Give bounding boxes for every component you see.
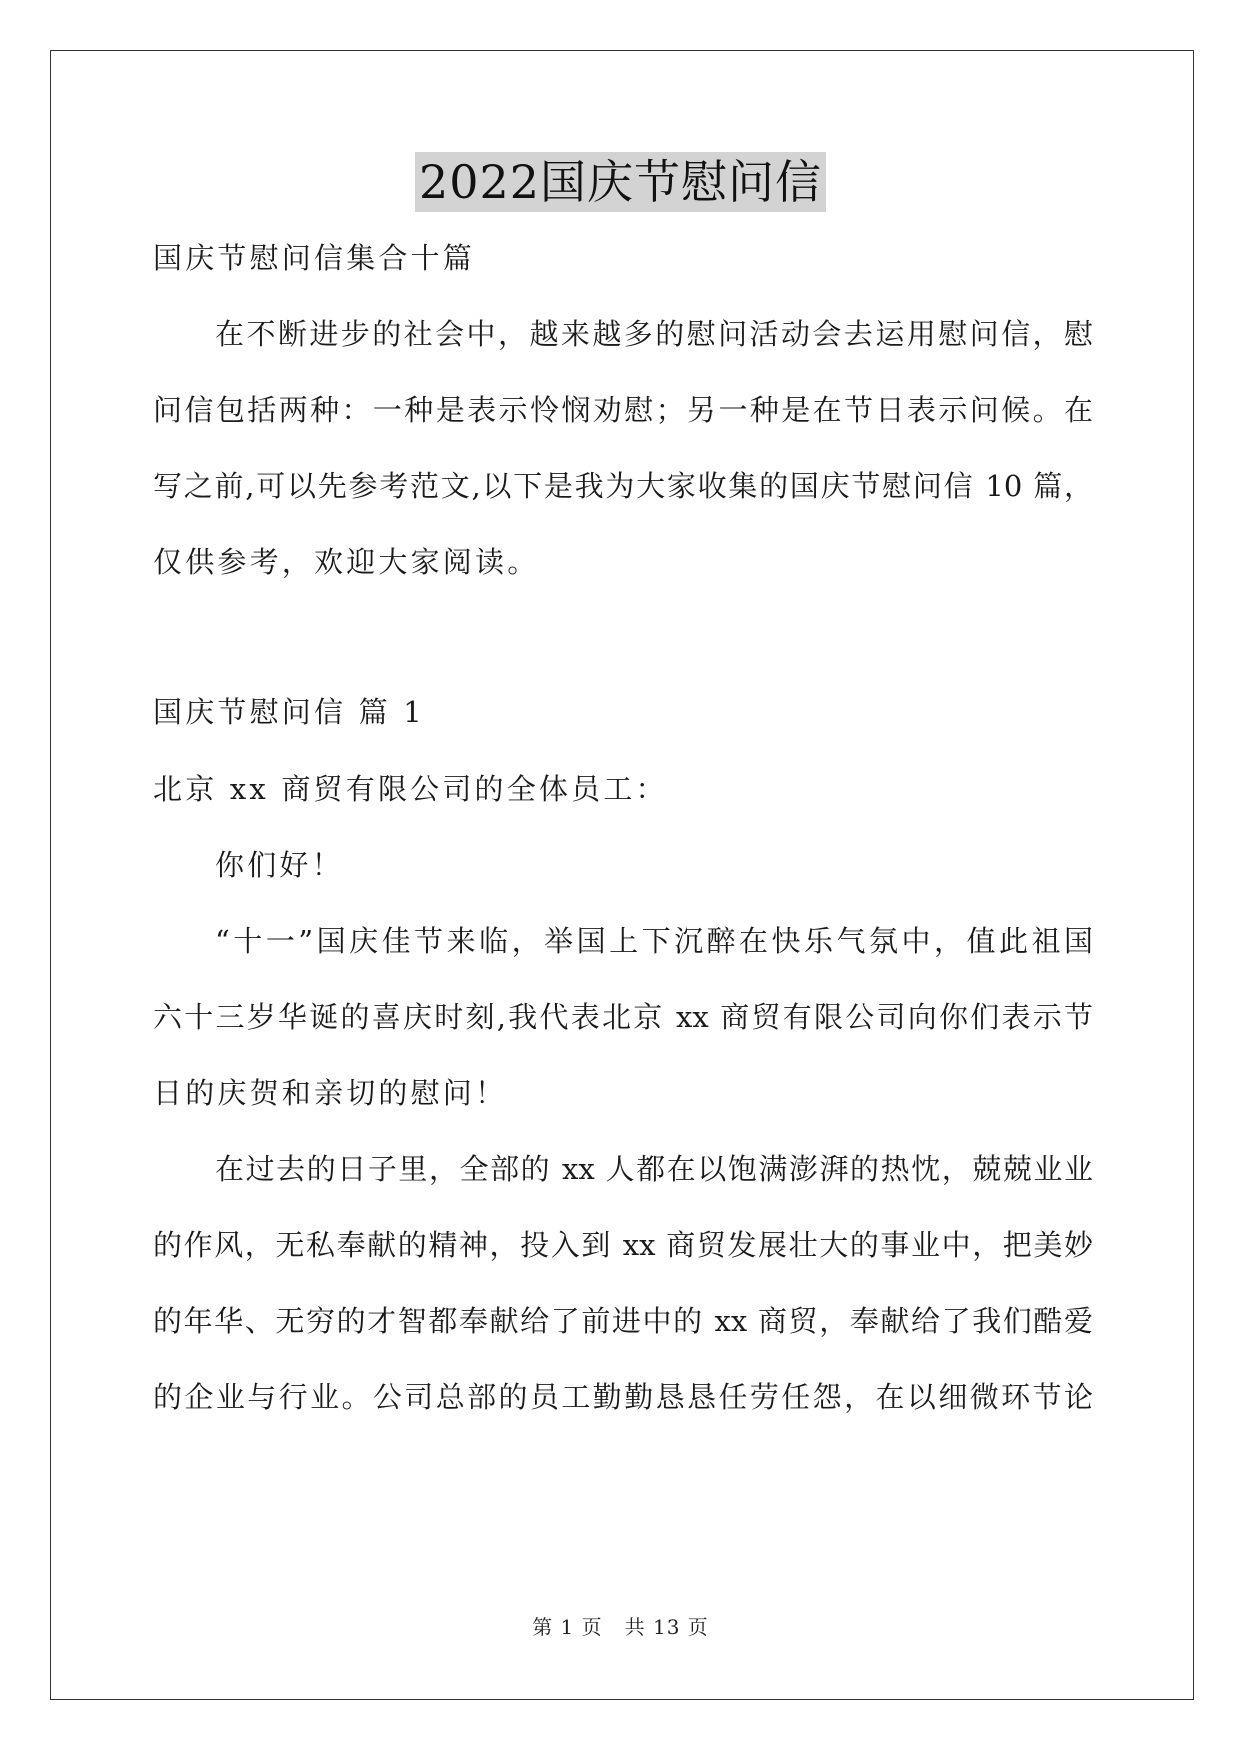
page-number: 第 1 页 bbox=[532, 1615, 603, 1639]
paragraph1-line-2: 六十三岁华诞的喜庆时刻,我代表北京 xx 商贸有限公司向你们表示节 bbox=[153, 1000, 1093, 1034]
page-total: 共 13 页 bbox=[624, 1615, 709, 1639]
paragraph1-line-3: 日的庆贺和亲切的慰问！ bbox=[153, 1076, 508, 1110]
intro-line-1: 在不断进步的社会中，越来越多的慰问活动会去运用慰问信，慰 bbox=[215, 317, 1093, 351]
intro-line-4: 仅供参考，欢迎大家阅读。 bbox=[153, 545, 540, 579]
document-subtitle: 国庆节慰问信集合十篇 bbox=[153, 241, 476, 275]
page-footer bbox=[0, 1614, 1241, 1640]
paragraph2-line-4: 的企业与行业。公司总部的员工勤勤恳恳任劳任怨，在以细微环节论 bbox=[153, 1380, 1093, 1414]
section-heading: 国庆节慰问信 篇 1 bbox=[153, 695, 425, 729]
salutation: 北京 xx 商贸有限公司的全体员工： bbox=[153, 772, 668, 806]
paragraph2-line-1: 在过去的日子里，全部的 xx 人都在以饱满澎湃的热忱，兢兢业业 bbox=[215, 1152, 1093, 1186]
intro-line-3: 写之前,可以先参考范文,以下是我为大家收集的国庆节慰问信 10 篇， bbox=[153, 469, 1093, 503]
document-body bbox=[153, 238, 1093, 1417]
title-area bbox=[0, 152, 1241, 212]
paragraph1-line-1: “十一”国庆佳节来临，举国上下沉醉在快乐气氛中，值此祖国 bbox=[215, 924, 1093, 958]
paragraph2-line-3: 的年华、无穷的才智都奉献给了前进中的 xx 商贸，奉献给了我们酷爱 bbox=[153, 1304, 1093, 1338]
greeting: 你们好！ bbox=[215, 848, 344, 882]
intro-line-2: 问信包括两种：一种是表示怜悯劝慰；另一种是在节日表示问候。在 bbox=[153, 393, 1093, 427]
paragraph2-line-2: 的作风，无私奉献的精神，投入到 xx 商贸发展壮大的事业中，把美妙 bbox=[153, 1228, 1093, 1262]
document-title: 2022国庆节慰问信 bbox=[415, 152, 826, 212]
